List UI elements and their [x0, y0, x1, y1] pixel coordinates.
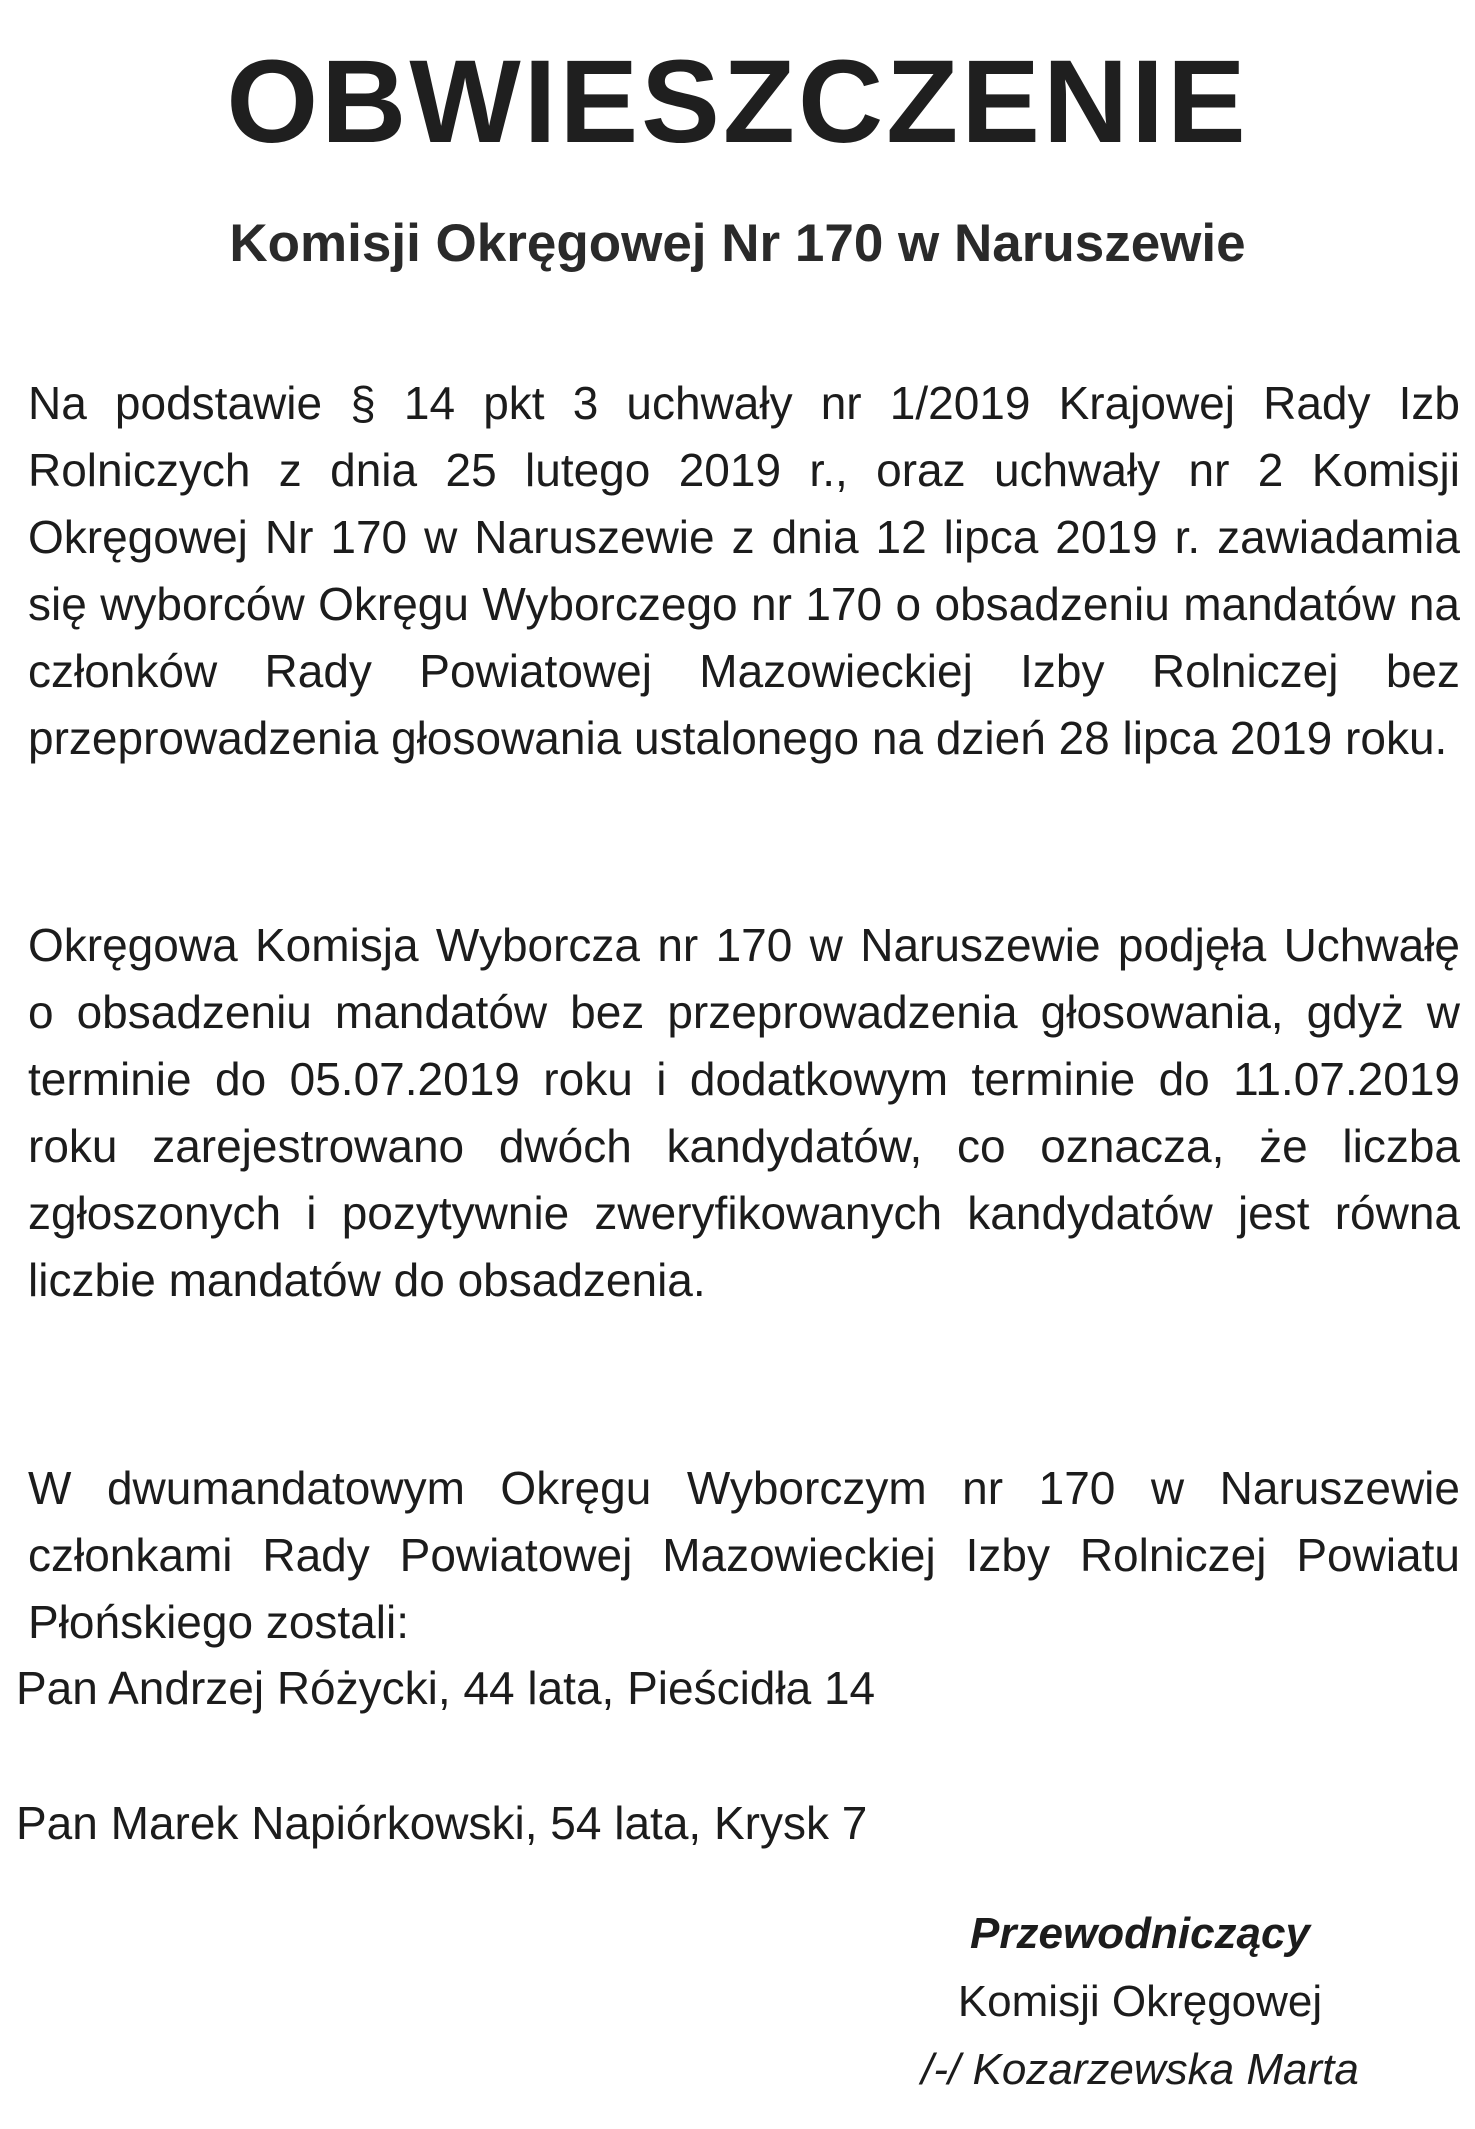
signature-role: Przewodniczący — [970, 1909, 1310, 1958]
member-entry: Pan Andrzej Różycki, 44 lata, Pieścidła 14 — [16, 1662, 876, 1714]
paragraph-resolution: Okręgowa Komisja Wyborcza nr 170 w Naruszewie podjęła Uchwałę o obsadzeniu mandatów bez przeprowadzenia głosowania, gdyż w terminie do 05.07.2019 roku i dodatkowym terminie do 11.07.2019 roku zarejestrowano dwóch kandydatów, co oznacza, że liczba zgłoszonych i pozytywnie zweryfikowanych kandydatów jest równa liczbie mandatów do obsadzenia. — [28, 919, 1460, 1306]
paragraph-members-intro: W dwumandatowym Okręgu Wyborczym nr 170 w Naruszewie członkami Rady Powiatowej Mazowieckiej Izby Rolniczej Powiatu Płońskiego zostali: — [28, 1462, 1460, 1648]
signature-body: Komisji Okręgowej — [957, 1977, 1323, 2026]
signature-block — [900, 1900, 1380, 2104]
paragraph-legal-basis: Na podstawie § 14 pkt 3 uchwały nr 1/2019 Krajowej Rady Izb Rolniczych z dnia 25 lutego 2019 r., oraz uchwały nr 2 Komisji Okręgowej Nr 170 w Naruszewie z dnia 12 lipca 2019 r. zawiadamia się wyborców Okręgu Wyborczego nr 170 o obsadzeniu mandatów na członków Rady Powiatowej Mazowieckiej Izby Rolniczej bez przeprowadzenia głosowania ustalonego na dzień 28 lipca 2019 roku. — [28, 377, 1460, 764]
member-entry: Pan Marek Napiórkowski, 54 lata, Krysk 7 — [16, 1797, 868, 1849]
document-title: OBWIESZCZENIE — [226, 36, 1249, 168]
document-subtitle: Komisji Okręgowej Nr 170 w Naruszewie — [229, 214, 1246, 273]
signature-name: /-/ Kozarzewska Marta — [921, 2045, 1359, 2094]
